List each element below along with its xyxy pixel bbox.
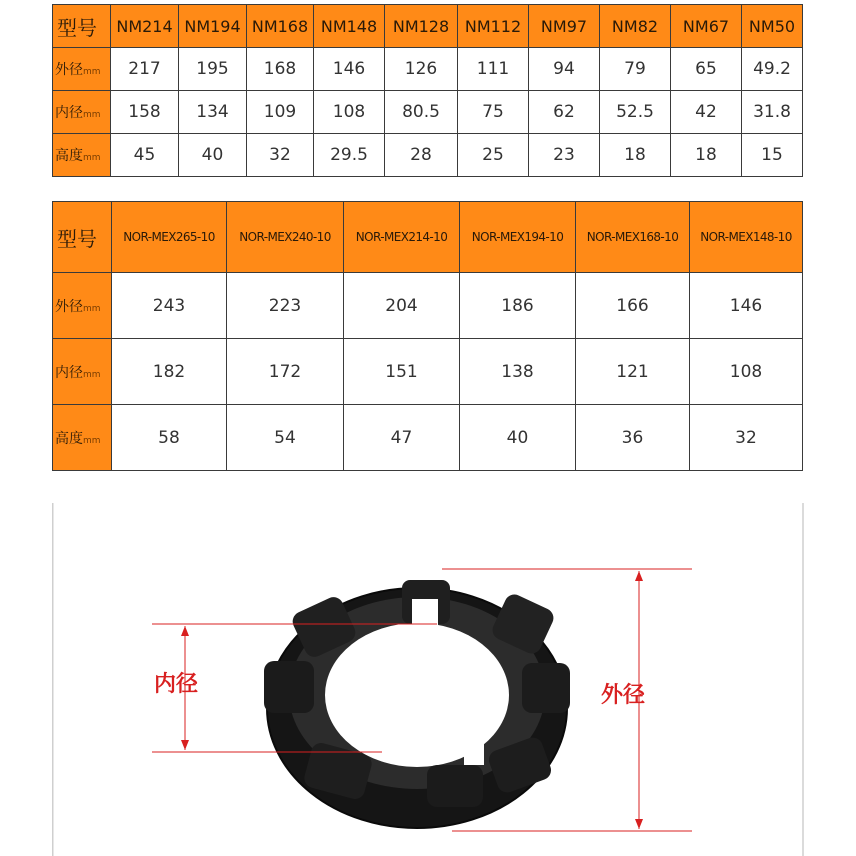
- model-name: NOR-MEX168-10: [576, 202, 690, 273]
- table-cell: 146: [314, 48, 385, 91]
- row-label-outer-diameter: 外径mm: [53, 273, 112, 339]
- model-name: NOR-MEX214-10: [344, 202, 460, 273]
- table-cell: 40: [460, 405, 576, 471]
- row-label-height: 高度mm: [53, 134, 111, 177]
- table-cell: 23: [529, 134, 600, 177]
- table-cell: 40: [179, 134, 247, 177]
- model-header-label: 型号: [53, 5, 111, 48]
- table-cell: 75: [458, 91, 529, 134]
- table-cell: 94: [529, 48, 600, 91]
- table-cell: 54: [227, 405, 344, 471]
- table-cell: 111: [458, 48, 529, 91]
- table-cell: 223: [227, 273, 344, 339]
- spec-table-nor-mex: [52, 201, 803, 471]
- model-name: NM112: [458, 5, 529, 48]
- row-label-inner-diameter: 内径mm: [53, 91, 111, 134]
- table-cell: 109: [247, 91, 314, 134]
- inner-diameter-label: 内径: [154, 671, 199, 697]
- table-cell: 195: [179, 48, 247, 91]
- table-row-inner-diameter: [53, 91, 803, 134]
- table-cell: 15: [742, 134, 803, 177]
- model-name: NM97: [529, 5, 600, 48]
- table-cell: 166: [576, 273, 690, 339]
- table-cell: 243: [112, 273, 227, 339]
- table-row-inner-diameter: [53, 339, 803, 405]
- table-cell: 138: [460, 339, 576, 405]
- table-cell: 121: [576, 339, 690, 405]
- table-cell: 151: [344, 339, 460, 405]
- table-cell: 172: [227, 339, 344, 405]
- model-name: NM50: [742, 5, 803, 48]
- table-cell: 36: [576, 405, 690, 471]
- table-cell: 108: [690, 339, 803, 405]
- table-cell: 25: [458, 134, 529, 177]
- table-cell: 134: [179, 91, 247, 134]
- table-cell: 49.2: [742, 48, 803, 91]
- table-cell: 186: [460, 273, 576, 339]
- model-name: NM128: [385, 5, 458, 48]
- table-cell: 204: [344, 273, 460, 339]
- row-label-inner-diameter: 内径mm: [53, 339, 112, 405]
- model-header-label: 型号: [53, 202, 112, 273]
- model-name: NM214: [111, 5, 179, 48]
- table-cell: 47: [344, 405, 460, 471]
- table-header-row: [53, 202, 803, 273]
- table-cell: 79: [600, 48, 671, 91]
- row-label-height: 高度mm: [53, 405, 112, 471]
- coupling-spider-photo: [52, 503, 804, 856]
- table-cell: 52.5: [600, 91, 671, 134]
- table-cell: 18: [671, 134, 742, 177]
- outer-diameter-label: 外径: [601, 682, 646, 708]
- model-name: NM148: [314, 5, 385, 48]
- table-row-height: [53, 405, 803, 471]
- coupling-spider-image: [264, 580, 570, 828]
- table-cell: 65: [671, 48, 742, 91]
- table-row-outer-diameter: [53, 48, 803, 91]
- table-cell: 108: [314, 91, 385, 134]
- table-cell: 80.5: [385, 91, 458, 134]
- table-row-height: [53, 134, 803, 177]
- table-cell: 42: [671, 91, 742, 134]
- model-name: NM194: [179, 5, 247, 48]
- model-name: NM168: [247, 5, 314, 48]
- table-row-outer-diameter: [53, 273, 803, 339]
- table-cell: 31.8: [742, 91, 803, 134]
- row-label-outer-diameter: 外径mm: [53, 48, 111, 91]
- table-cell: 168: [247, 48, 314, 91]
- model-name: NOR-MEX194-10: [460, 202, 576, 273]
- table-cell: 28: [385, 134, 458, 177]
- table-cell: 32: [247, 134, 314, 177]
- table-cell: 18: [600, 134, 671, 177]
- spec-table-nm: [52, 4, 803, 177]
- table-cell: 146: [690, 273, 803, 339]
- model-name: NM82: [600, 5, 671, 48]
- model-name: NOR-MEX265-10: [112, 202, 227, 273]
- table-cell: 45: [111, 134, 179, 177]
- table-cell: 29.5: [314, 134, 385, 177]
- table-cell: 126: [385, 48, 458, 91]
- table-cell: 217: [111, 48, 179, 91]
- table-header-row: [53, 5, 803, 48]
- table-cell: 182: [112, 339, 227, 405]
- table-cell: 158: [111, 91, 179, 134]
- table-cell: 58: [112, 405, 227, 471]
- table-cell: 32: [690, 405, 803, 471]
- model-name: NOR-MEX240-10: [227, 202, 344, 273]
- model-name: NM67: [671, 5, 742, 48]
- table-cell: 62: [529, 91, 600, 134]
- model-name: NOR-MEX148-10: [690, 202, 803, 273]
